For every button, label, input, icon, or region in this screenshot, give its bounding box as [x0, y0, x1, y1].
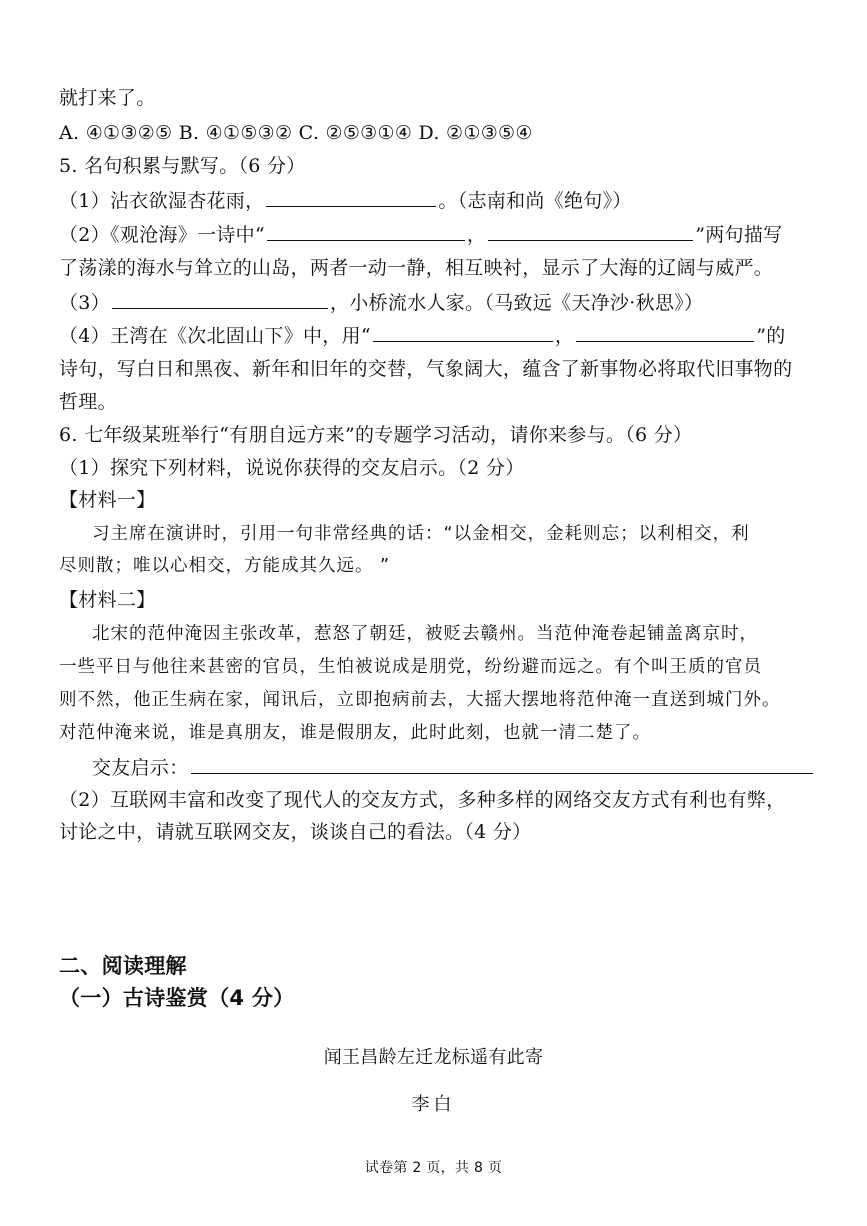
q5-title: 5. 名句积累与默写。（6 分）	[59, 155, 306, 177]
material1-label: 【材料一】	[59, 489, 156, 511]
q5-item-4-cont2: 哲理。	[59, 391, 117, 413]
answer-blank[interactable]	[267, 222, 465, 241]
friendship-hint: 交友启示：	[92, 755, 815, 780]
section-subtitle: （一）古诗鉴赏（4 分）	[59, 986, 295, 1010]
q6-sub1: （1）探究下列材料，说说你获得的交友启示。（2 分）	[59, 457, 525, 479]
page-footer: 试卷第 2 页，共 8 页	[364, 1160, 503, 1176]
material1-line1: 习主席在演讲时，引用一句非常经典的话：“以金相交，金耗则忘；以利相交，利	[92, 524, 750, 544]
q5-item-2: （2）《观沧海》一诗中“ ， ”两句描写	[59, 224, 783, 246]
answer-blank[interactable]	[373, 323, 553, 342]
material2-line3: 则不然，他正生病在家，闻讯后，立即抱病前去，大摇大摆地将范仲淹一直送到城门外。	[59, 690, 781, 710]
q6-sub2-line1: （2）互联网丰富和改变了现代人的交友方式，多种多样的网络交友方式有利也有弊，	[59, 789, 786, 811]
answer-blank[interactable]	[191, 755, 813, 774]
material2-label: 【材料二】	[59, 589, 156, 611]
answer-blank[interactable]	[112, 290, 328, 309]
material2-line2: 一些平日与他往来甚密的官员，生怕被说成是朋党，纷纷避而远之。有个叫王质的官员	[59, 657, 762, 677]
q6-title: 6. 七年级某班举行“有朋自远方来”的专题学习活动，请你来参与。（6 分）	[59, 424, 693, 446]
material2-line1: 北宋的范仲淹因主张改革，惹怒了朝廷，被贬去赣州。当范仲淹卷起铺盖离京时，	[92, 624, 758, 644]
poem-title: 闻王昌龄左迁龙标遥有此寄	[323, 1047, 544, 1068]
section-title: 二、阅读理解	[59, 954, 187, 978]
q5-item-1: （1）沾衣欲湿杏花雨， 。（志南和尚《绝句》）	[59, 190, 632, 212]
material2-line4: 对范仲淹来说，谁是真朋友，谁是假朋友，此时此刻，也就一清二楚了。	[59, 723, 651, 743]
q5-item-4: （4）王湾在《次北固山下》中，用“ ， ”的	[59, 325, 786, 347]
answer-blank[interactable]	[266, 188, 436, 207]
q4-options: A. ④①③②⑤ B. ④①⑤③② C. ②⑤③①④ D. ②①③⑤④	[59, 122, 533, 144]
poem-author: 李白	[411, 1094, 456, 1115]
q6-sub2-line2: 讨论之中，请就互联网交友，谈谈自己的看法。（4 分）	[59, 821, 532, 843]
q4-tail: 就打来了。	[59, 87, 156, 109]
q5-item-3: （3） ，小桥流水人家。（马致远《天净沙·秋思》）	[59, 292, 704, 314]
answer-blank[interactable]	[576, 323, 754, 342]
answer-blank[interactable]	[488, 222, 693, 241]
material1-line2: 尽则散；唯以心相交，方能成其久远。 ”	[59, 556, 391, 576]
q5-item-4-cont: 诗句，写白日和黑夜、新年和旧年的交替，气象阔大，蕴含了新事物必将取代旧事物的	[59, 358, 793, 380]
q5-item-2-cont: 了荡漾的海水与耸立的山岛，两者一动一静，相互映衬，显示了大海的辽阔与威严。	[59, 257, 774, 279]
